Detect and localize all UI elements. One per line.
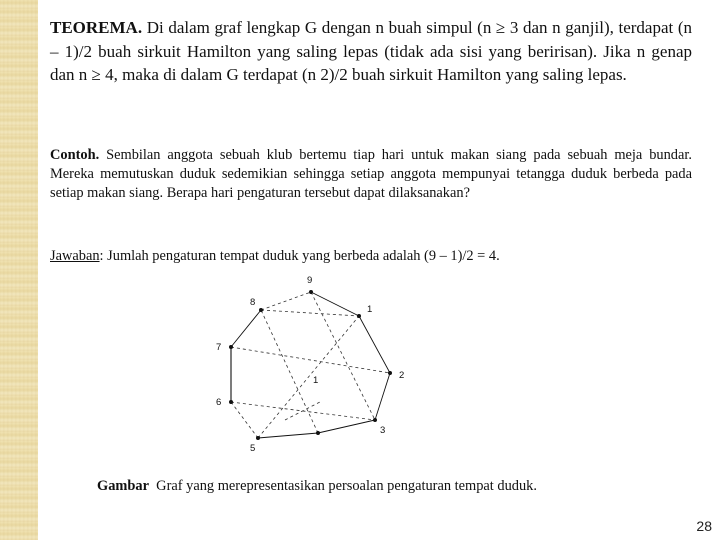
center-label: 1 xyxy=(313,375,319,386)
example-text: Sembilan anggota sebuah klub bertemu tiap hari untuk makan siang pada sebuah meja bundar. Mereka memutuskan duduk sedemikian sehingga setiap anggota mempunyai tetangga duduk berbeda pada setiap makan siang. Berapa hari pengaturan tersebut dapat dilaksanakan? xyxy=(50,147,692,201)
theorem-text: Di dalam graf lengkap G dengan n buah simpul (n ≥ 3 dan n ganjil), terdapat (n – 1)/2 buah sirkuit Hamilton yang saling lepas (tidak ada sisi yang beririsan). Jika n genap dan n ≥ 4, maka di dalam G terdapat (n 2)/2 buah sirkuit Hamilton yang saling lepas. xyxy=(50,18,693,84)
graph-edge-dashed xyxy=(231,402,258,438)
graph-edge xyxy=(258,433,318,438)
graph-vertex xyxy=(259,308,263,312)
vertex-label-2: 2 xyxy=(399,370,405,381)
graph-vertex xyxy=(256,436,260,440)
graph-vertex xyxy=(229,345,233,349)
answer-text: : Jumlah pengaturan tempat duduk yang berbeda adalah (9 – 1)/2 = 4. xyxy=(99,248,500,264)
graph-vertex xyxy=(309,290,313,294)
vertex-label-1: 1 xyxy=(367,304,373,315)
caption-text: Graf yang merepresentasikan persoalan pengaturan tempat duduk. xyxy=(156,478,537,494)
example-label: Contoh. xyxy=(50,147,100,163)
graph-edge-dashed xyxy=(258,316,359,438)
hamilton-graph-figure xyxy=(200,270,430,460)
graph-edge-dashed xyxy=(285,402,320,420)
vertex-label-8: 8 xyxy=(250,297,256,308)
graph-edge-dashed xyxy=(261,310,318,433)
graph-edge xyxy=(231,310,261,347)
graph-vertex xyxy=(373,418,377,422)
example-paragraph xyxy=(50,146,692,203)
graph-edge-dashed xyxy=(311,292,375,420)
graph-vertex xyxy=(229,400,233,404)
caption-label: Gambar xyxy=(97,478,149,494)
graph-edge-dashed xyxy=(261,310,359,316)
vertex-label-3: 3 xyxy=(380,425,386,436)
graph-vertex xyxy=(357,314,361,318)
theorem-label: TEOREMA. xyxy=(50,18,143,37)
answer-label: Jawaban xyxy=(50,248,100,264)
vertex-label-7: 7 xyxy=(216,342,222,353)
graph-edge-dashed xyxy=(261,292,311,310)
vertex-label-6: 6 xyxy=(216,397,222,408)
graph-edge xyxy=(318,420,375,433)
page-number: 28 xyxy=(696,518,712,534)
answer-paragraph xyxy=(50,247,692,266)
theorem-paragraph xyxy=(50,16,692,87)
graph-edge xyxy=(359,316,390,373)
decorative-left-band xyxy=(0,0,38,540)
graph-edge xyxy=(375,373,390,420)
vertex-label-5: 5 xyxy=(250,443,256,454)
graph-vertex xyxy=(316,431,320,435)
hamilton-graph-svg xyxy=(200,270,430,460)
figure-caption xyxy=(97,477,697,495)
graph-vertex xyxy=(388,371,392,375)
vertex-label-9: 9 xyxy=(307,275,313,286)
graph-edge xyxy=(311,292,359,316)
graph-edge-dashed xyxy=(231,347,390,373)
